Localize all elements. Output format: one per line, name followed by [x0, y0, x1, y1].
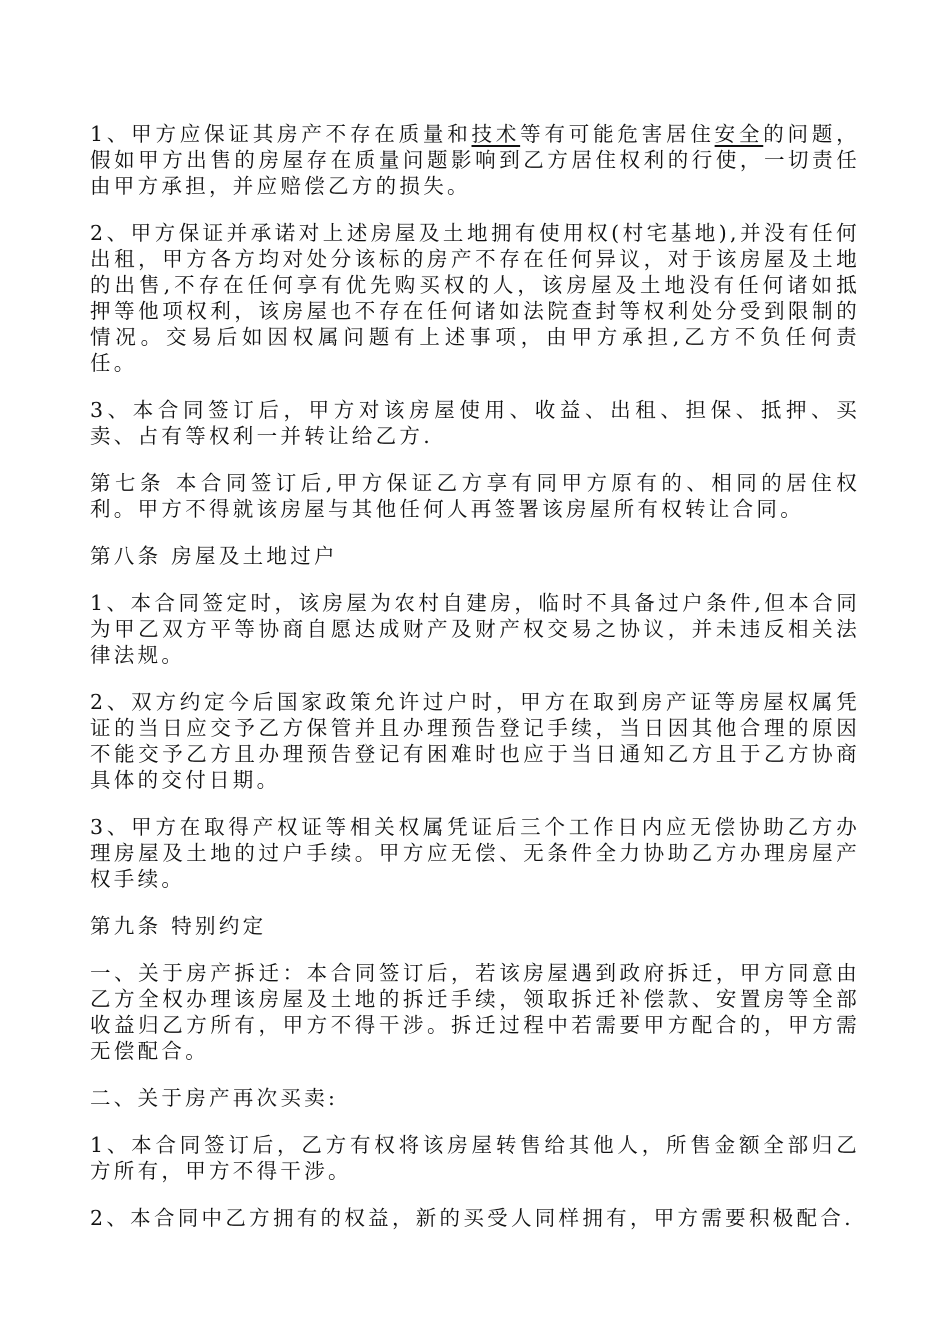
- clause-transfer-assistance: 3、甲方在取得产权证等相关权属凭证后三个工作日内应无偿协助乙方办理房屋及土地的过户手续。甲方应无偿、无条件全力协助乙方办理房屋产权手续。: [90, 815, 860, 891]
- clause-self-built-house: 1、本合同签定时，该房屋为农村自建房，临时不具备过户条件,但本合同为甲乙双方平等协商自愿达成财产及财产权交易之协议，并未违反相关法律法规。: [90, 591, 860, 667]
- clause-resale-heading: 二、关于房产再次买卖:: [90, 1086, 339, 1110]
- article-nine-heading: 第九条 特别约定: [90, 914, 267, 938]
- document-page: [90, 121, 860, 1252]
- article-eight-heading: 第八条 房屋及土地过户: [90, 544, 338, 568]
- clause-ownership-guarantee: 2、甲方保证并承诺对上述房屋及土地拥有使用权(村宅基地),并没有任何出租，甲方各方均对处分该标的房产不存在任何异议，对于该房屋及土地的出售,不存在任何享有优先购买权的人，该房屋及土地没有任何诸如抵押等他项权利，该房屋也不存在任何诸如法院查封等权利处分受到限制的情况。交易后如因权属问题有上述事项，由甲方承担,乙方不负任何责任。: [90, 221, 860, 375]
- clause-quality-guarantee: [90, 121, 860, 199]
- clause-rights-transfer: 3、本合同签订后，甲方对该房屋使用、收益、出租、担保、抵押、买卖、占有等权利一并转让给乙方.: [90, 398, 860, 448]
- clause-new-buyer-rights: 2、本合同中乙方拥有的权益，新的买受人同样拥有，甲方需要积极配合.: [90, 1206, 854, 1230]
- clause-demolition: 一、关于房产拆迁：本合同签订后，若该房屋遇到政府拆迁，甲方同意由乙方全权办理该房屋及土地的拆迁手续，领取拆迁补偿款、安置房等全部收益归乙方所有，甲方不得干涉。拆迁过程中若需要甲方配合的，甲方需无偿配合。: [90, 961, 860, 1063]
- safety-link[interactable]: 安全: [714, 122, 764, 146]
- clause-text: 的问题，假如甲方出售的房屋存在质量问题影响到乙方居住权利的行使，一切责任由甲方承担，并应赔偿乙方的损失。: [90, 122, 860, 198]
- clause-text: 1、甲方应保证其房产不存在质量和: [90, 122, 472, 146]
- technology-link[interactable]: 技术: [471, 122, 521, 146]
- clause-resale-rights: 1、本合同签订后，乙方有权将该房屋转售给其他人，所售金额全部归乙方所有，甲方不得干涉。: [90, 1133, 860, 1183]
- clause-certificate-delivery: 2、双方约定今后国家政策允许过户时，甲方在取到房产证等房屋权属凭证的当日应交予乙方保管并且办理预告登记手续，当日因其他合理的原因不能交予乙方且办理预告登记有困难时也应于当日通知乙方且于乙方协商具体的交付日期。: [90, 690, 860, 792]
- article-seven: 第七条 本合同签订后,甲方保证乙方享有同甲方原有的、相同的居住权利。甲方不得就该房屋与其他任何人再签署该房屋所有权转让合同。: [90, 471, 860, 521]
- clause-text: 等有可能危害居住: [520, 122, 715, 146]
